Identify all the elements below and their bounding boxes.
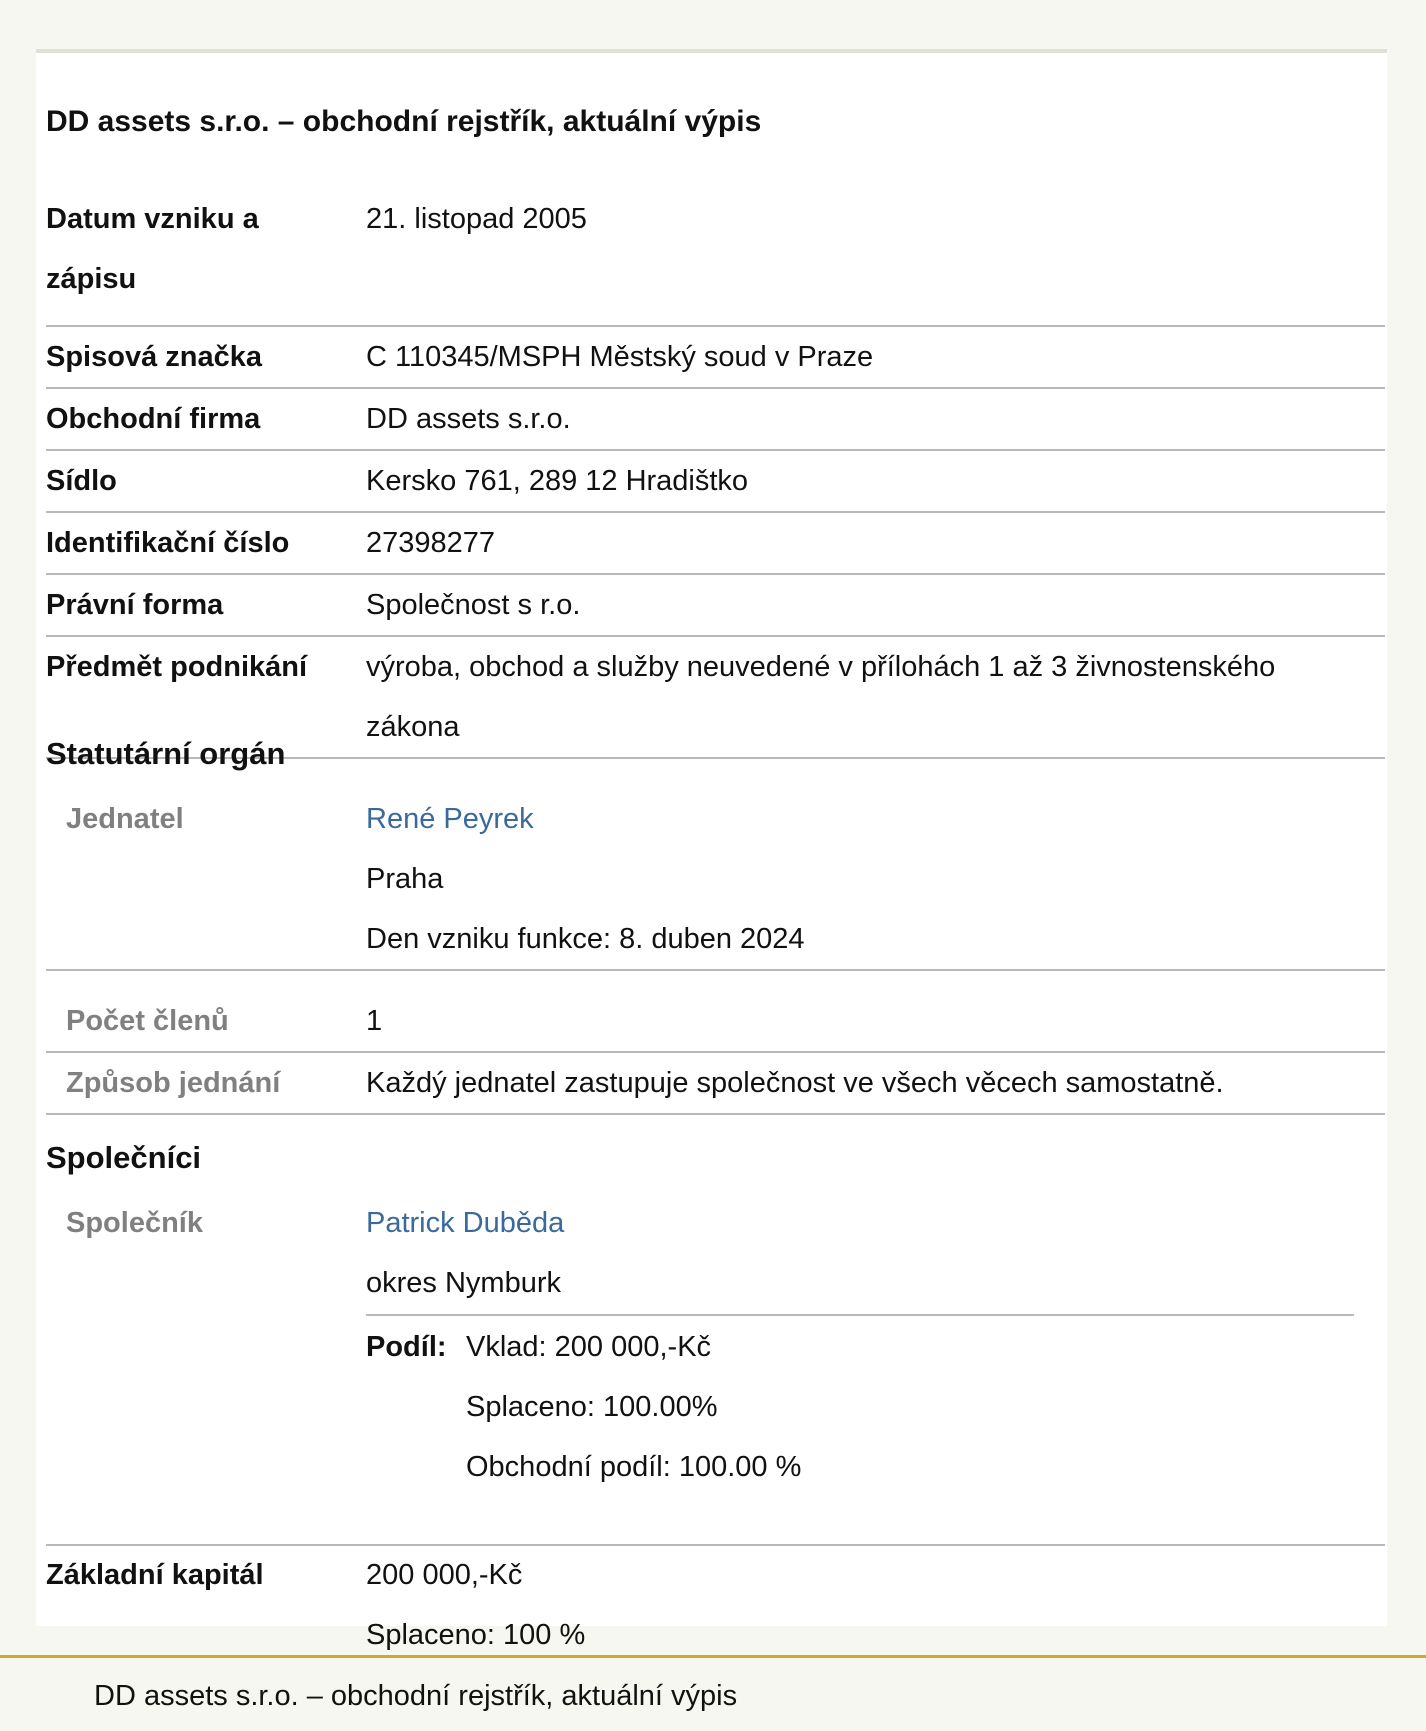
row-zpusob [46,1053,1385,1115]
podil-divider [366,1314,1354,1316]
spolecnik-region: okres Nymburk [366,1267,561,1299]
jednatel-city: Praha [366,863,444,895]
value-predmet-line1: výroba, obchod a služby neuvedené v přílohách 1 až 3 živnostenského [366,651,1276,683]
value-forma: Společnost s r.o. [366,589,581,621]
value-predmet-line2: zákona [366,711,460,743]
label-zpusob: Způsob jednání [66,1067,281,1099]
row-sidlo [46,451,1385,513]
row-ico [46,513,1385,575]
value-kapital [366,1545,1366,1665]
value-predmet [366,637,1366,757]
row-kapital [46,1545,1385,1667]
value-spisova: C 110345/MSPH Městský soud v Praze [366,341,874,373]
footer-title: DD assets s.r.o. – obchodní rejstřík, aktuální výpis [94,1680,738,1712]
value-jednatel [366,789,1366,969]
section-statutarni: Statutární orgán [46,736,286,771]
label-forma: Právní forma [46,589,224,621]
label-predmet: Předmět podnikání [46,651,308,683]
register-card [36,49,1387,1651]
podil-label: Podíl: [366,1331,447,1363]
label-datum-line2: zápisu [46,263,137,295]
label-spolecnik: Společník [66,1207,203,1239]
value-spolecnik [366,1193,1366,1313]
section-spolecnici: Společníci [46,1140,202,1175]
kapital-amount: 200 000,-Kč [366,1559,523,1591]
value-sidlo: Kersko 761, 289 12 Hradištko [366,465,749,497]
row-firma [46,389,1385,451]
podil-splaceno: Splaceno: 100.00% [466,1391,718,1423]
jednatel-since: Den vzniku funkce: 8. duben 2024 [366,923,805,955]
label-ico: Identifikační číslo [46,527,290,559]
row-forma [46,575,1385,637]
podil-obchodni: Obchodní podíl: 100.00 % [466,1451,802,1483]
row-spolecnik [46,1193,1385,1546]
label-spisova: Spisová značka [46,341,262,373]
value-pocet: 1 [366,1005,383,1037]
label-firma: Obchodní firma [46,403,261,435]
label-pocet: Počet členů [66,1005,229,1037]
kapital-splaceno: Splaceno: 100 % [366,1619,586,1651]
label-datum [46,189,346,309]
row-spisova [46,327,1385,389]
row-pocet [46,991,1385,1053]
value-firma: DD assets s.r.o. [366,403,571,435]
page-title: DD assets s.r.o. – obchodní rejstřík, aktuální výpis [46,105,762,138]
row-datum [46,189,1385,327]
jednatel-name-link[interactable]: René Peyrek [366,803,534,835]
value-datum: 21. listopad 2005 [366,203,587,235]
podil-values [466,1317,801,1497]
row-jednatel [46,789,1385,971]
spolecnik-name-link[interactable]: Patrick Duběda [366,1207,565,1239]
label-kapital: Základní kapitál [46,1559,264,1591]
page-footer [0,1655,1426,1731]
label-sidlo: Sídlo [46,465,117,497]
value-ico: 27398277 [366,527,496,559]
podil-vklad: Vklad: 200 000,-Kč [466,1331,712,1363]
label-datum-line1: Datum vzniku a [46,203,259,235]
value-zpusob: Každý jednatel zastupuje společnost ve všech věcech samostatně. [366,1067,1224,1099]
label-jednatel: Jednatel [66,803,184,835]
